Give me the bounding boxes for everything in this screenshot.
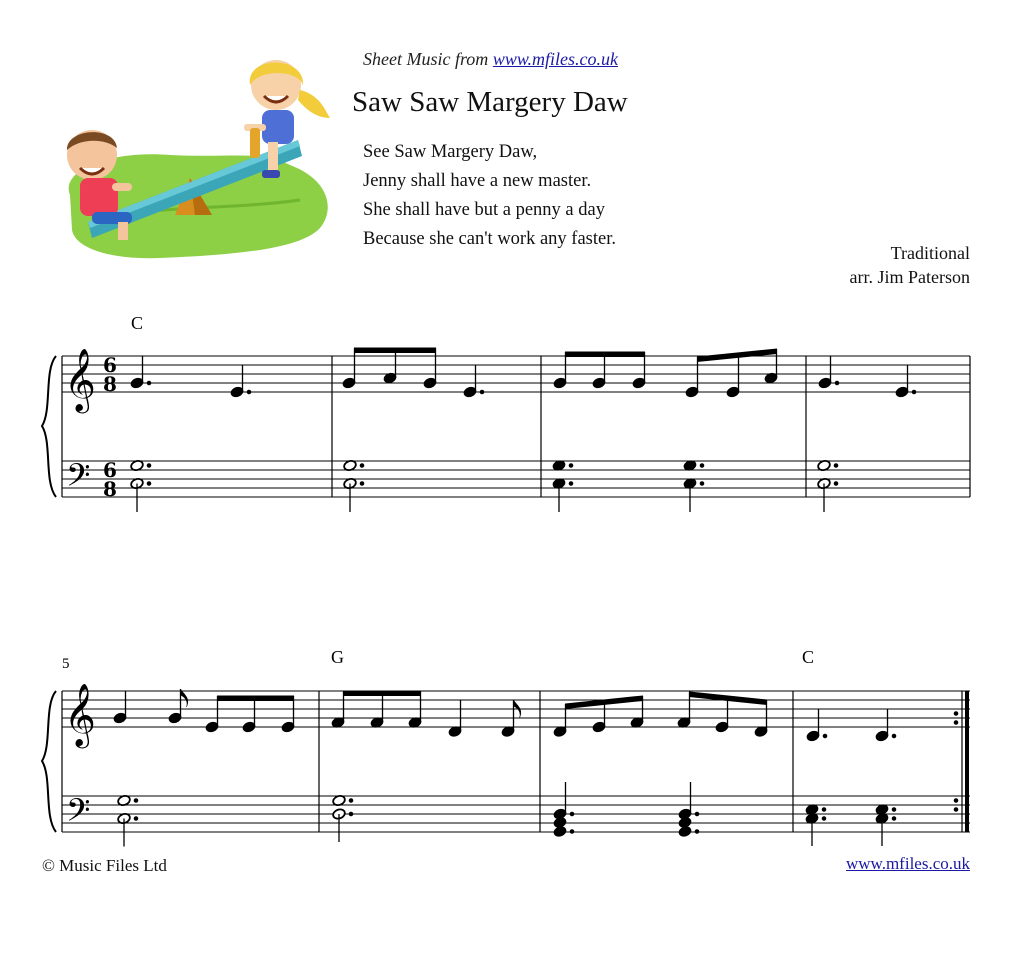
dot — [892, 817, 896, 821]
dot — [570, 830, 574, 834]
barlines — [62, 356, 970, 832]
dot — [700, 464, 704, 468]
dot — [892, 808, 896, 812]
lyric-line: Because she can't work any faster. — [363, 229, 616, 249]
note-head — [553, 816, 567, 828]
bass-staff — [62, 796, 970, 832]
chord-symbol: G — [331, 647, 344, 667]
time-sig-bottom: 8 — [103, 372, 117, 396]
dot — [695, 812, 699, 816]
dot — [822, 817, 826, 821]
arranger: arr. Jim Paterson — [849, 267, 970, 287]
source-link[interactable]: www.mfiles.co.uk — [492, 49, 618, 69]
flag — [181, 689, 188, 707]
dot — [247, 390, 251, 394]
dot — [954, 808, 958, 812]
dot — [912, 390, 916, 394]
dot — [134, 817, 138, 821]
dot — [570, 812, 574, 816]
measure-number: 5 — [62, 656, 70, 672]
dot — [569, 464, 573, 468]
beam — [698, 349, 777, 362]
dot — [822, 808, 826, 812]
copyright: © Music Files Ltd — [42, 856, 167, 875]
beam — [344, 691, 421, 696]
time-sig-top: 6 — [103, 353, 117, 377]
dot — [834, 482, 838, 486]
beam — [218, 696, 294, 701]
dot — [480, 390, 484, 394]
dot — [147, 381, 151, 385]
bass-clef-icon: 𝄢 — [66, 792, 91, 836]
treble-staff — [62, 356, 970, 392]
dot — [835, 381, 839, 385]
dot — [147, 464, 151, 468]
composer: Traditional — [890, 243, 970, 263]
dot — [695, 830, 699, 834]
chord-symbol: C — [802, 647, 815, 667]
dot — [892, 734, 896, 738]
dot — [360, 464, 364, 468]
dot — [360, 482, 364, 486]
dot — [954, 721, 958, 725]
dot — [349, 812, 353, 816]
time-sig-bottom: 8 — [103, 477, 117, 501]
time-sig-top: 6 — [103, 458, 117, 482]
dot — [700, 482, 704, 486]
brace — [42, 356, 56, 497]
dot — [954, 712, 958, 716]
dot — [147, 482, 151, 486]
treble-clef-icon: 𝄞 — [64, 348, 96, 411]
footer-link[interactable]: www.mfiles.co.uk — [845, 854, 970, 873]
lyric-line: She shall have but a penny a day — [363, 200, 605, 220]
lyric-line: Jenny shall have a new master. — [363, 171, 592, 191]
source-prefix: Sheet Music from — [363, 49, 489, 69]
dot — [134, 799, 138, 803]
treble-clef-icon: 𝄞 — [64, 683, 96, 746]
dot — [349, 799, 353, 803]
dot — [954, 799, 958, 803]
brace — [42, 691, 56, 832]
treble-staff — [62, 691, 970, 727]
dot — [834, 464, 838, 468]
note-head — [678, 816, 692, 828]
lyric-line: See Saw Margery Daw, — [363, 142, 538, 162]
bass-staff — [62, 461, 970, 497]
beam — [355, 348, 436, 353]
page-title: Saw Saw Margery Daw — [352, 86, 628, 118]
bass-clef-icon: 𝄢 — [66, 457, 91, 501]
chord-symbol: C — [131, 313, 144, 333]
beam — [566, 352, 645, 357]
dot — [823, 734, 827, 738]
dot — [569, 482, 573, 486]
